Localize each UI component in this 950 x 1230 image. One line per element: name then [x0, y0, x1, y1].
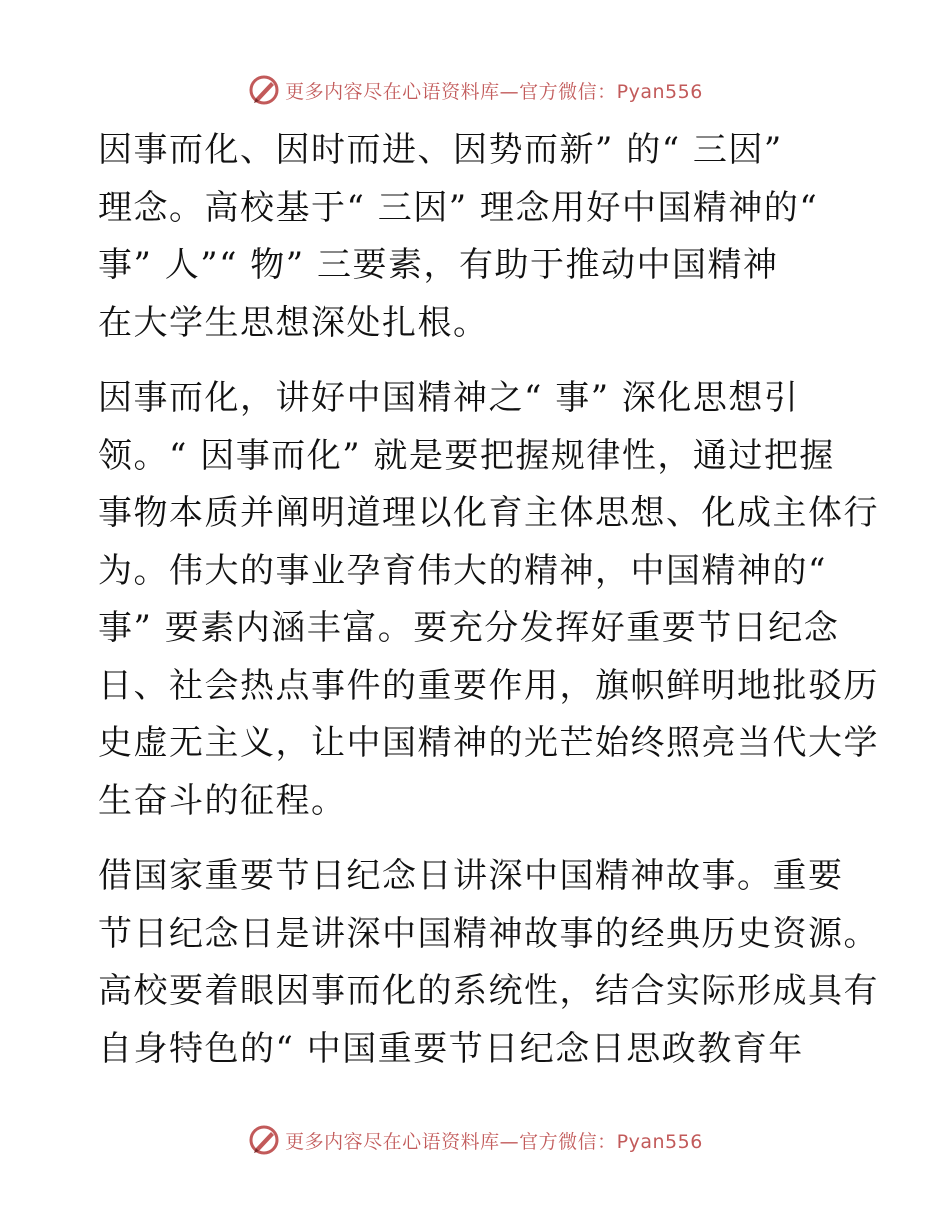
pen-logo-icon	[247, 1123, 281, 1157]
footer-banner-text: 更多内容尽在心语资料库—官方微信：Pyan556	[285, 1130, 703, 1153]
footer-banner	[0, 1120, 950, 1160]
text-line: 自身特色的“ 中国重要节日纪念日思政教育年	[98, 1028, 804, 1069]
paragraph-2	[98, 370, 879, 830]
paragraph-3	[98, 848, 879, 1078]
text-line: 因事而化、因时而进、因势而新” 的“ 三因”	[98, 130, 783, 170]
text-line: 事物本质并阐明道理以化育主体思想、化成主体行	[98, 493, 879, 533]
text-line: 节日纪念日是讲深中国精神故事的经典历史资源。	[98, 913, 879, 954]
header-banner	[0, 70, 950, 110]
text-line: 领。“ 因事而化” 就是要把握规律性，通过把握	[98, 435, 835, 476]
text-line: 事” 人”“ 物” 三要素，有助于推动中国精神	[98, 245, 779, 285]
text-line: 在大学生思想深处扎根。	[98, 302, 489, 343]
text-line: 日、社会热点事件的重要作用，旗帜鲜明地批驳历	[98, 665, 879, 706]
text-line: 史虚无主义，让中国精神的光芒始终照亮当代大学	[98, 723, 879, 763]
text-line: 高校要着眼因事而化的系统性，结合实际形成具有	[98, 971, 879, 1011]
header-banner-text: 更多内容尽在心语资料库—官方微信：Pyan556	[285, 80, 703, 103]
text-line: 借国家重要节日纪念日讲深中国精神故事。重要	[98, 856, 844, 896]
text-line: 因事而化，讲好中国精神之“ 事” 深化思想引	[98, 378, 800, 418]
paragraph-1	[98, 122, 858, 352]
text-line: 理念。高校基于“ 三因” 理念用好中国精神的“	[98, 187, 819, 228]
pen-logo-icon	[247, 73, 281, 107]
text-line: 为。伟大的事业孕育伟大的精神，中国精神的“	[98, 550, 827, 591]
document-body	[98, 122, 879, 1096]
text-line: 生奋斗的征程。	[98, 780, 347, 821]
text-line: 事” 要素内涵丰富。要充分发挥好重要节日纪念	[98, 608, 840, 648]
